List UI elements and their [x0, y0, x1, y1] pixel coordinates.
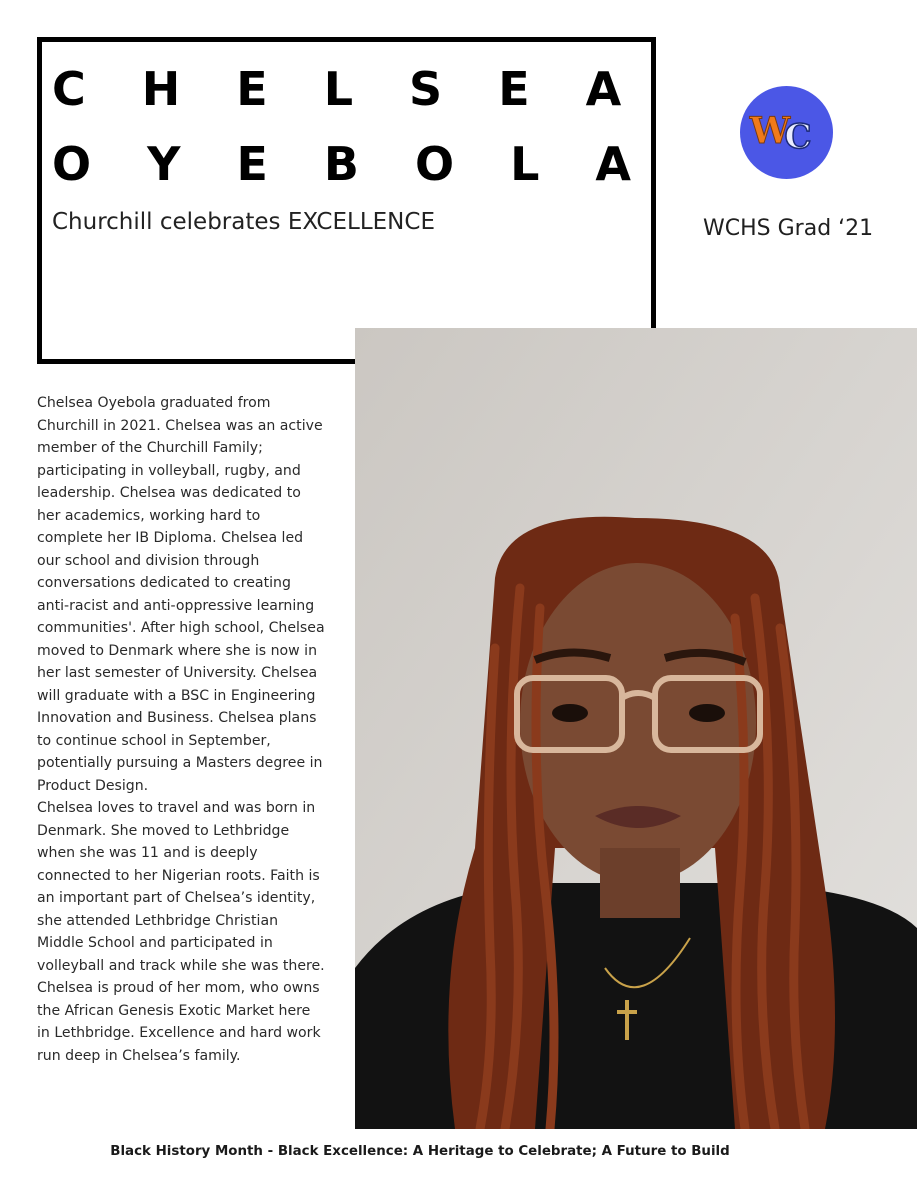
school-logo-icon: [740, 86, 833, 179]
portrait-photo: [355, 328, 917, 1129]
grad-label: WCHS Grad ‘21: [703, 216, 874, 241]
bio-text: [37, 392, 327, 1067]
bio-paragraph-2: Chelsea loves to travel and was born in Denmark. She moved to Lethbridge when she was 11 and is deeply connected to her Nigerian roots. Faith is an important part of Chelsea’s identity, she attended Lethbridge Christian Middle School and participated in volleyball and track while she was there.: [37, 800, 325, 974]
logo-letter-w: W: [749, 110, 791, 152]
bio-paragraph-1: Chelsea Oyebola graduated from Churchill in 2021. Chelsea was an active member of the Churchill Family; participating in volleyball, rugby, and leadership. Chelsea was dedicated to her academics, working hard to complete her IB Diploma. Chelsea led our school and division through conversations dedicated to creating anti-racist and anti-oppressive learning communities'. After high school, Chelsea moved to Denmark where she is now in her last semester of University. Chelsea will graduate with a BSC in Engineering Innovation and Business. Chelsea plans to continue school in September, potentially pursuing a Masters degree in Product Design.: [37, 395, 325, 794]
last-name: O Y E B O L A: [52, 137, 652, 191]
bio-paragraph-3: Chelsea is proud of her mom, who owns the African Genesis Exotic Market here in Lethbridge. Excellence and hard work run deep in Chelsea’s family.: [37, 980, 321, 1064]
footer-caption: Black History Month - Black Excellence: A Heritage to Celebrate; A Future to Build: [110, 1144, 730, 1159]
logo-letter-c: C: [784, 117, 812, 157]
tagline: Churchill celebrates EXCELLENCE: [52, 209, 435, 235]
first-name: C H E L S E A: [52, 62, 642, 116]
